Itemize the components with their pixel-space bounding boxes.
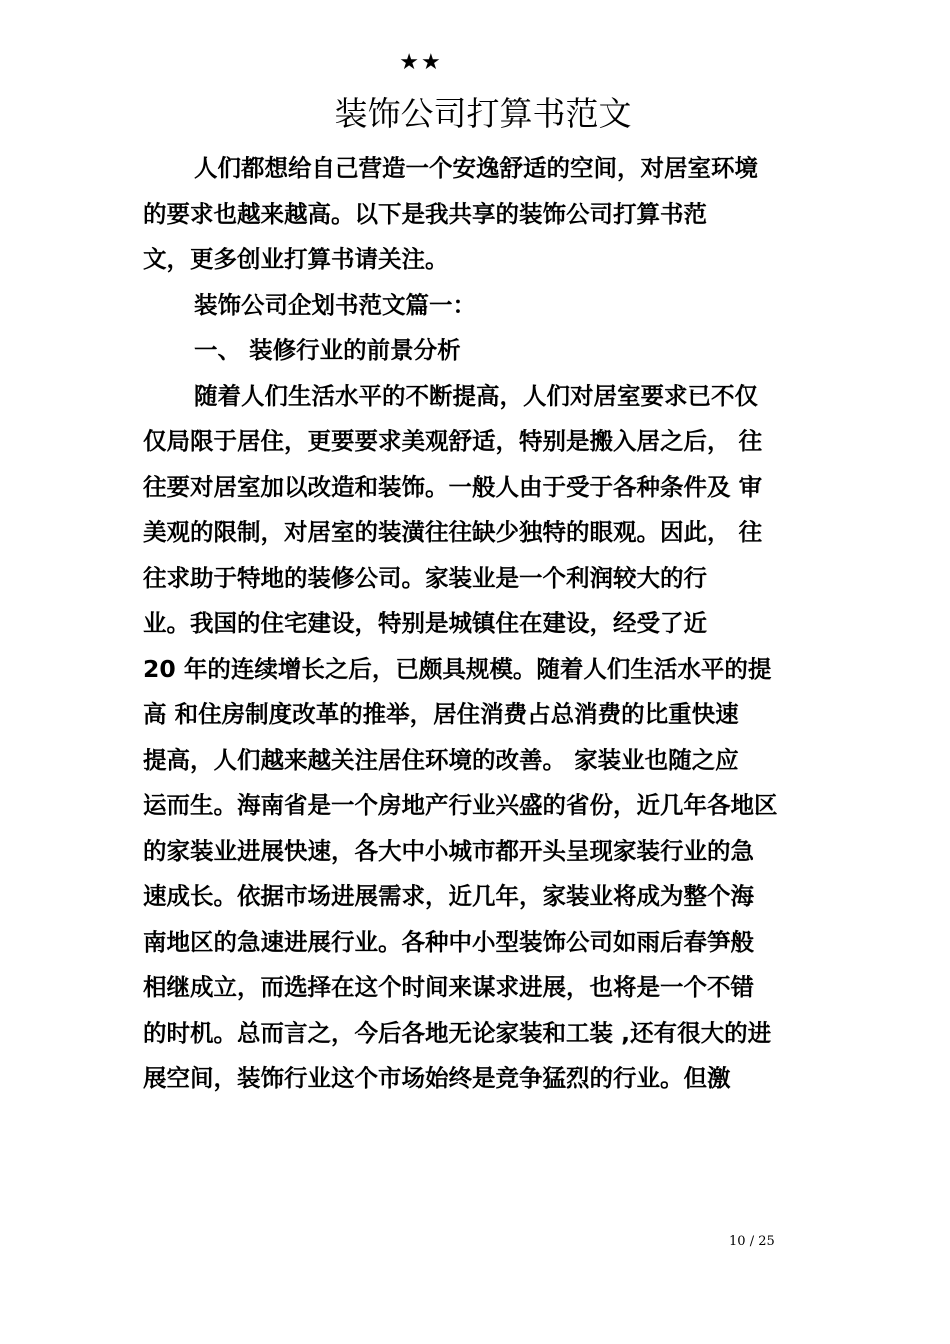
body-line: 展空间，装饰行业这个市场始终是竞争猛烈的行业。但激 [143, 1064, 731, 1092]
page-title: 装饰公司打算书范文 [334, 94, 632, 133]
body-line: 速成长。依据市场进展需求，近几年，家装业将成为整个海 [143, 882, 754, 910]
body-line: 的要求也越来越高。以下是我共享的装饰公司打算书范 [143, 199, 707, 228]
body-line: 的家装业进展快速，各大中小城市都开头呈现家装行业的急 [143, 836, 754, 865]
body-line: 人们都想给自己营造一个安逸舒适的空间，对居室环境 [194, 154, 758, 182]
body-line: 高 和住房制度改革的推举，居住消费占总消费的比重快速 [143, 700, 739, 728]
section-subheading: 一、 装修行业的前景分析 [194, 336, 461, 364]
body-line: 运而生。海南省是一个房地产行业兴盛的省份，近几年各地区 [143, 791, 778, 819]
body-line: 相继成立，而选择在这个时间来谋求进展，也将是一个不错 [143, 973, 754, 1001]
page-total: 25 [758, 1234, 775, 1249]
body-line: 往求助于特地的装修公司。家装业是一个利润较大的行 [143, 563, 707, 592]
header-stars: ★★ [399, 50, 443, 75]
body-line: 20 年的连续增长之后，已颇具规模。随着人们生活水平的提 [143, 654, 772, 683]
page-number [729, 1234, 775, 1249]
document-body [143, 148, 807, 1104]
page-separator: / [749, 1234, 755, 1249]
body-line: 提高，人们越来越关注居住环境的改善。 家装业也随之应 [143, 745, 739, 774]
body-line: 的时机。总而言之，今后各地无论家装和工装 ,还有很大的进 [143, 1018, 772, 1047]
body-line: 美观的限制，对居室的装潢往往缺少独特的眼观。因此， 往 [143, 518, 763, 546]
body-line: 南地区的急速进展行业。各种中小型装饰公司如雨后春笋般 [143, 927, 754, 956]
body-line: 往要对居室加以改造和装饰。一般人由于受于各种条件及 审 [143, 472, 763, 501]
page-current: 10 [729, 1234, 746, 1249]
body-line: 文，更多创业打算书请关注。 [143, 245, 449, 273]
body-line: 仅局限于居住，更要要求美观舒适，特别是搬入居之后， 往 [143, 427, 763, 455]
section-heading: 装饰公司企划书范文篇一： [194, 290, 476, 319]
body-line: 业。我国的住宅建设，特别是城镇住在建设，经受了近 [143, 609, 707, 637]
body-line: 随着人们生活水平的不断提高，人们对居室要求已不仅 [194, 381, 758, 410]
